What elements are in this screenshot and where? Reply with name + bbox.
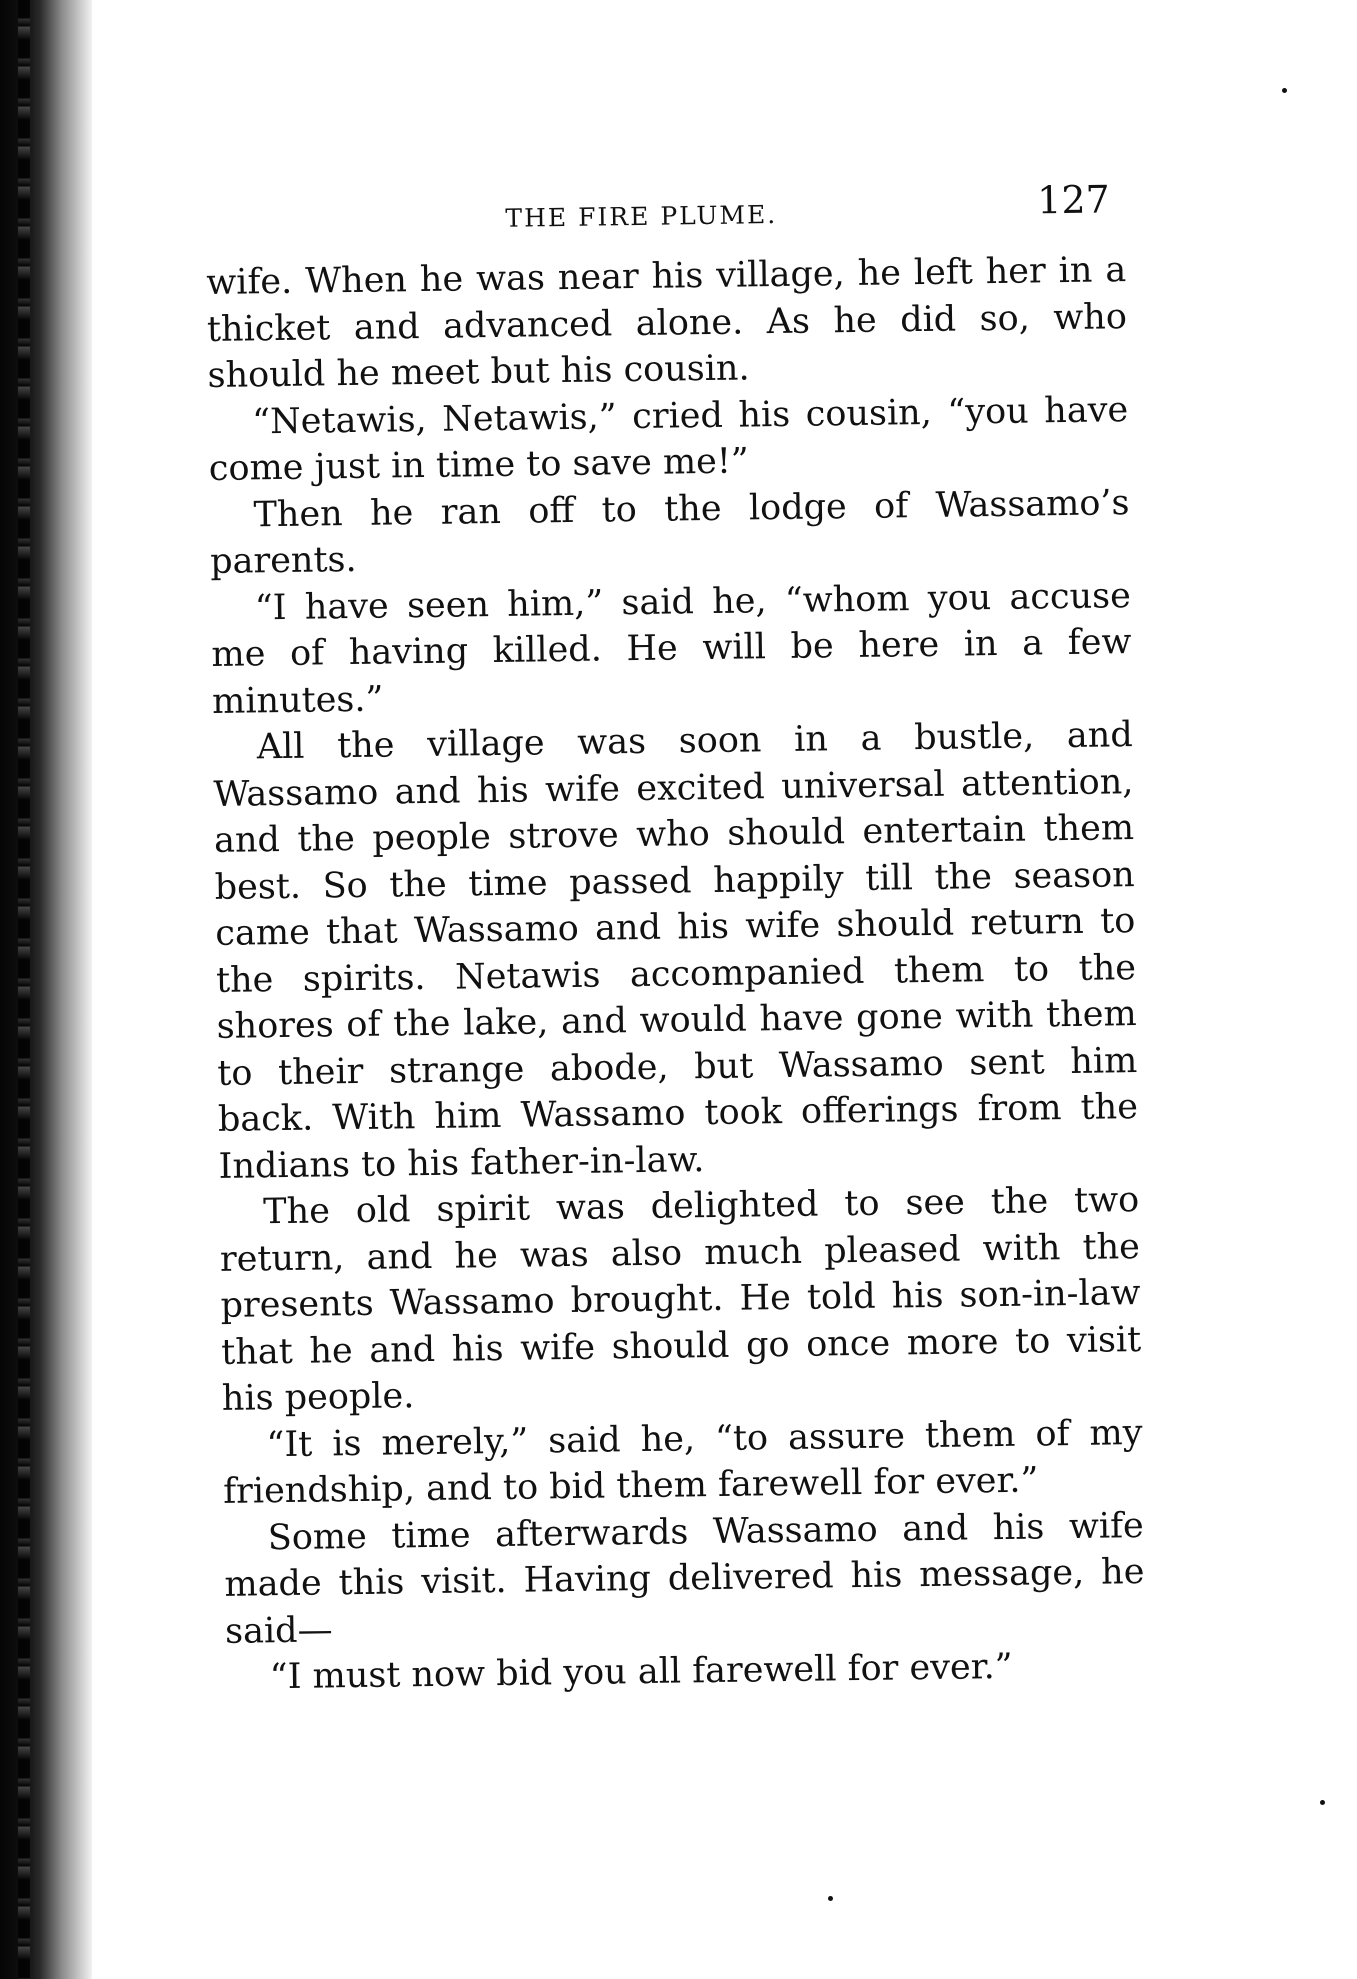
paragraph: The old spirit was delighted to see the two return, and he was also much pleased with the presents Wassamo brought. He told his son-in-law that he and his wife should go once more to visit his people. xyxy=(219,1180,1142,1419)
paragraph: All the village was soon in a bustle, and Wassamo and his wife excited universal attention, and the people strove who should entertain them best. So the time passed happily till the season came that Wassamo and his wife should return to the spirits. Netawis accompanied them to the shores of the lake, and would have gone with them to their strange abode, but Wassamo sent him back. With him Wassamo took offerings from the Indians to his father-in-law. xyxy=(213,715,1139,1187)
paragraph: Some time afterwards Wassamo and his wife made this visit. Having delivered his message, he said— xyxy=(224,1505,1145,1652)
paragraph: “Netawis, Netawis,” cried his cousin, “you have come just in time to save me!” xyxy=(208,389,1129,489)
paragraph: “I have seen him,” said he, “whom you accuse me of having killed. He will be here in a few minutes.” xyxy=(211,575,1132,722)
scanned-page-edge xyxy=(0,0,92,1979)
chapter-title: THE FIRE PLUME. xyxy=(505,200,778,233)
paragraph: wife. When he was near his village, he left her in a thicket and advanced alone. As he did so, who should he meet but his cousin. xyxy=(206,250,1128,396)
book-page xyxy=(205,177,1147,1790)
scan-speck xyxy=(1320,1800,1325,1805)
paragraph: “It is merely,” said he, “to assure them of my friendship, and to bid them farewell for ever.” xyxy=(222,1412,1143,1512)
scan-speck xyxy=(828,1896,833,1901)
running-head xyxy=(205,177,1126,260)
paragraph: Then he ran off to the lodge of Wassamo’s parents. xyxy=(209,482,1130,582)
scan-speck xyxy=(1282,88,1287,93)
paragraph: “I must now bid you all farewell for ever.” xyxy=(269,1646,1013,1698)
body-text xyxy=(206,247,1146,1701)
page-number: 127 xyxy=(1036,177,1111,223)
